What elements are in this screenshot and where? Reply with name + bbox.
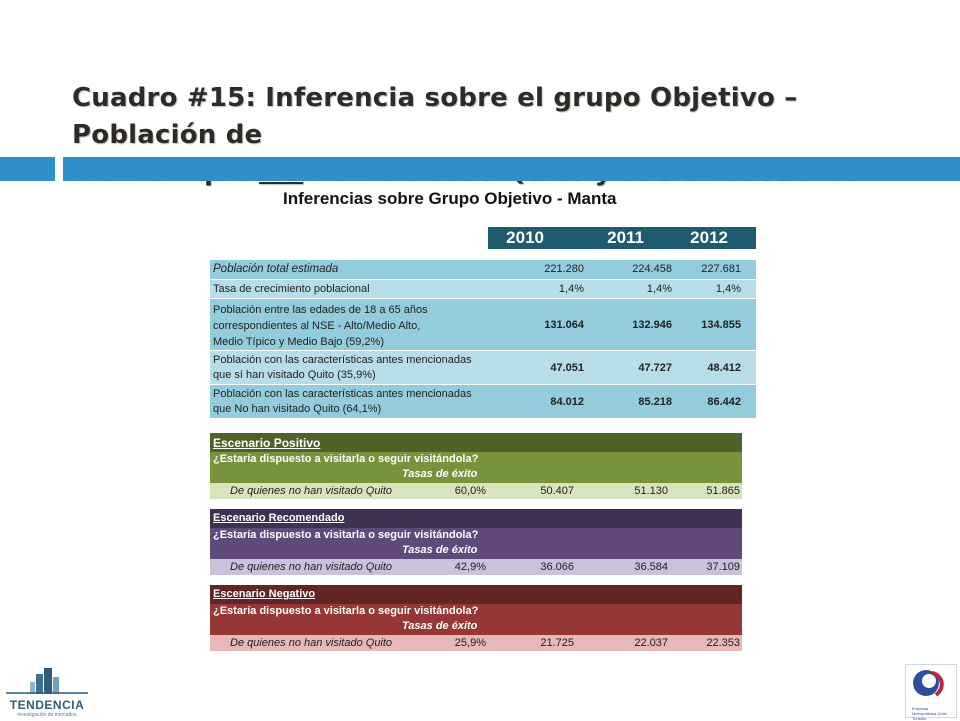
scenario-data-row: De quienes no han visitado Quito 60,0% 50.407 51.130 51.865 xyxy=(210,483,742,499)
scenario-question: ¿Estaría dispuesto a visitarla o seguir visitándola? Tasas de éxito xyxy=(210,528,742,559)
logo-text: TENDENCIA xyxy=(9,698,85,712)
year-2011: 2011 xyxy=(607,228,644,247)
years-header xyxy=(488,227,756,249)
quito-logo-icon xyxy=(906,665,956,701)
table-row: Población con las características antes mencionadas que sí han visitado Quito (35,9%) 47.051 47.727 48.412 xyxy=(210,351,756,384)
building-icon xyxy=(6,668,88,694)
table-row: Tasa de crecimiento poblacional 1,4% 1,4% 1,4% xyxy=(210,280,756,298)
tendencia-logo xyxy=(6,668,88,716)
scenario-question: ¿Estaría dispuesto a visitarla o seguir visitándola? Tasas de éxito xyxy=(210,452,742,483)
year-2012: 2012 xyxy=(690,228,728,247)
scenario-data-row: De quienes no han visitado Quito 25,9% 21.725 22.037 22.353 xyxy=(210,635,742,651)
scenario-question: ¿Estaría dispuesto a visitarla o seguir visitándola? Tasas de éxito xyxy=(210,604,742,635)
title-line-1: Cuadro #15: Inferencia sobre el grupo Objetivo – Población de xyxy=(72,83,798,150)
scenario-header: Escenario Negativo xyxy=(210,585,742,604)
scenario-header: Escenario Recomendado xyxy=(210,509,742,528)
logo-caption: Empresa Metropolitana Quito Turismo xyxy=(912,706,947,721)
accent-bar-right xyxy=(63,157,960,181)
quito-turismo-logo xyxy=(905,664,957,721)
scenario-header: Escenario Positivo xyxy=(210,433,742,452)
table-row: Población total estimada 221.280 224.458 227.681 xyxy=(210,260,756,279)
table-row: Población entre las edades de 18 a 65 años correspondientes al NSE - Alto/Medio Alto, Medio Típico y Medio Bajo (59,2%) 131.064 132.946 134.855 xyxy=(210,299,756,350)
logo-tagline: investigación de mercados xyxy=(17,712,77,718)
year-2010: 2010 xyxy=(506,228,544,247)
table-title: Inferencias sobre Grupo Objetivo - Manta xyxy=(283,189,617,208)
scenario-data-row: De quienes no han visitado Quito 42,9% 36.066 36.584 37.109 xyxy=(210,559,742,575)
table-row: Población con las características antes mencionadas que No han visitado Quito (64,1%) 84.012 85.218 86.442 xyxy=(210,385,756,418)
accent-bar-left xyxy=(0,157,55,181)
